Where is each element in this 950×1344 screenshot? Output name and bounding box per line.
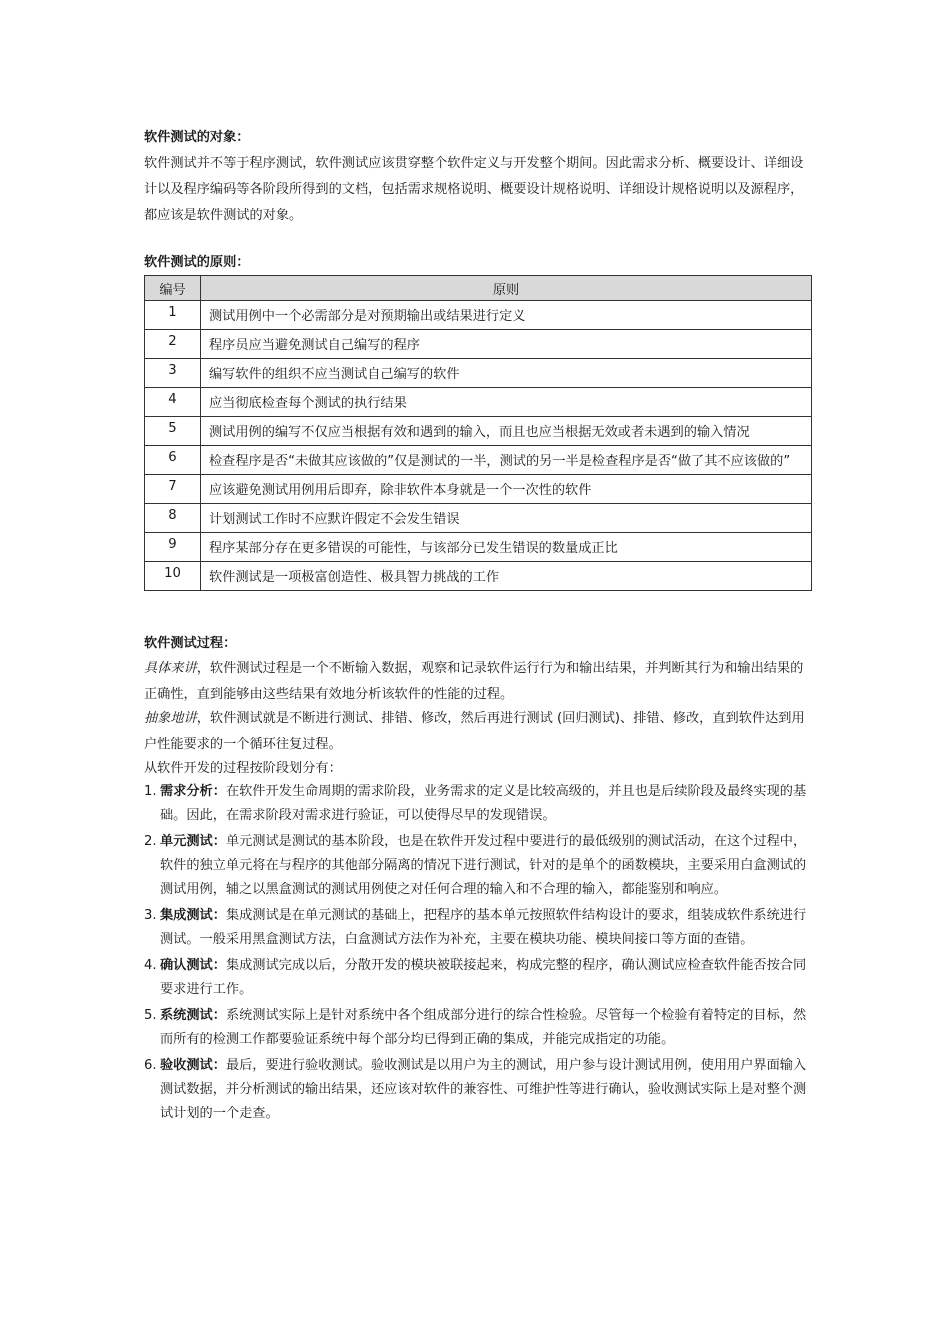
principle-number: 3 [145,359,201,388]
principle-text: 软件测试是一项极富创造性、极具智力挑战的工作 [201,562,812,591]
stage-number: 3. [144,908,157,923]
table-row [145,301,812,330]
stages-intro: 从软件开发的过程按阶段划分有： [144,761,342,776]
stage-name: 需求分析： [160,784,226,799]
stage-number: 6. [144,1058,157,1073]
stage-text: 集成测试是在单元测试的基础上，把程序的基本单元按照软件结构设计的要求，组装成软件系统进行测试。一般采用黑盒测试方法，白盒测试方法作为补充，主要在模块功能、模块间接口等方面的查错。 [160,908,807,947]
principle-text: 编写软件的组织不应当测试自己编写的软件 [201,359,812,388]
principle-number: 9 [145,533,201,562]
principle-text: 计划测试工作时不应默许假定不会发生错误 [201,504,812,533]
stage-item [144,1004,812,1052]
objects-section [144,126,812,229]
stage-name: 确认测试： [160,958,226,973]
process-title: 软件测试过程： [144,636,237,651]
stage-number: 5. [144,1008,157,1023]
stage-name: 验收测试： [160,1058,226,1073]
principle-number: 1 [145,301,201,330]
principle-text: 应当彻底检查每个测试的执行结果 [201,388,812,417]
table-row [145,330,812,359]
principle-text: 程序某部分存在更多错误的可能性，与该部分已发生错误的数量成正比 [201,533,812,562]
table-row [145,533,812,562]
principle-text: 应该避免测试用例用后即弃，除非软件本身就是一个一次性的软件 [201,475,812,504]
table-row [145,359,812,388]
objects-title: 软件测试的对象： [144,130,250,145]
principle-number: 6 [145,446,201,475]
table-row [145,562,812,591]
stage-item [144,904,812,952]
process-abstract [144,706,812,758]
principle-number: 10 [145,562,201,591]
stage-text: 系统测试实际上是针对系统中各个组成部分进行的综合性检验。尽管每一个检验有着特定的目标，然而所有的检测工作都要验证系统中每个部分均已得到正确的集成，并能完成指定的功能。 [160,1008,807,1047]
stage-item [144,954,812,1002]
principles-title: 软件测试的原则： [144,255,250,270]
concrete-body: ，软件测试过程是一个不断输入数据，观察和记录软件运行行为和输出结果，并判断其行为和输出结果的正确性，直到能够由这些结果有效地分析该软件的性能的过程。 [144,661,804,702]
principle-text: 测试用例的编写不仅应当根据有效和遇到的输入，而且也应当根据无效或者未遇到的输入情况 [201,417,812,446]
objects-body: 软件测试并不等于程序测试，软件测试应该贯穿整个软件定义与开发整个期间。因此需求分析、概要设计、详细设计以及程序编码等各阶段所得到的文档，包括需求规格说明、概要设计规格说明、详细设计规格说明以及源程序，都应该是软件测试的对象。 [144,156,804,223]
table-row [145,446,812,475]
stage-name: 系统测试： [160,1008,226,1023]
table-row [145,504,812,533]
stage-number: 2. [144,834,157,849]
stage-item [144,780,812,828]
stage-text: 在软件开发生命周期的需求阶段，业务需求的定义是比较高级的，并且也是后续阶段及最终实现的基础。因此，在需求阶段对需求进行验证，可以使得尽早的发现错误。 [160,784,807,823]
stage-text: 最后，要进行验收测试。验收测试是以用户为主的测试，用户参与设计测试用例，使用用户界面输入测试数据，并分析测试的输出结果，还应该对软件的兼容性、可维护性等进行确认，验收测试实际上是对整个测试计划的一个走查。 [160,1058,807,1121]
abstract-lead: 抽象地讲 [144,711,197,726]
abstract-body: ，软件测试就是不断进行测试、排错、修改，然后再进行测试 (回归测试)、排错、修改，直到软件达到用户性能要求的一个循环往复过程。 [144,711,805,752]
stage-text: 集成测试完成以后，分散开发的模块被联接起来，构成完整的程序，确认测试应检查软件能否按合同要求进行工作。 [160,958,807,997]
stage-name: 集成测试： [160,908,226,923]
table-row [145,475,812,504]
principles-table [144,275,812,591]
table-row [145,417,812,446]
principle-number: 7 [145,475,201,504]
principle-text: 检查程序是否“未做其应该做的”仅是测试的一半，测试的另一半是检查程序是否“做了其不应该做的” [201,446,812,475]
principles-rows [145,301,812,591]
stages-list [144,780,812,1126]
principle-number: 8 [145,504,201,533]
process-section [144,632,812,1128]
stage-text: 单元测试是测试的基本阶段，也是在软件开发过程中要进行的最低级别的测试活动，在这个过程中，软件的独立单元将在与程序的其他部分隔离的情况下进行测试，针对的是单个的函数模块，主要采用白盒测试的测试用例，辅之以黑盒测试的测试用例使之对任何合理的输入和不合理的输入，都能鉴别和响应。 [160,834,807,897]
principle-text: 测试用例中一个必需部分是对预期输出或结果进行定义 [201,301,812,330]
header-principle: 原则 [201,276,812,301]
principle-text: 程序员应当避免测试自己编写的程序 [201,330,812,359]
concrete-lead: 具体来讲 [144,661,197,676]
principle-number: 5 [145,417,201,446]
stage-number: 4. [144,958,157,973]
stage-name: 单元测试： [160,834,226,849]
principles-section [144,251,812,275]
header-number: 编号 [145,276,201,301]
stage-item [144,830,812,902]
principle-number: 4 [145,388,201,417]
table-row [145,388,812,417]
stage-number: 1. [144,784,157,799]
stage-item [144,1054,812,1126]
process-concrete [144,656,812,708]
principle-number: 2 [145,330,201,359]
